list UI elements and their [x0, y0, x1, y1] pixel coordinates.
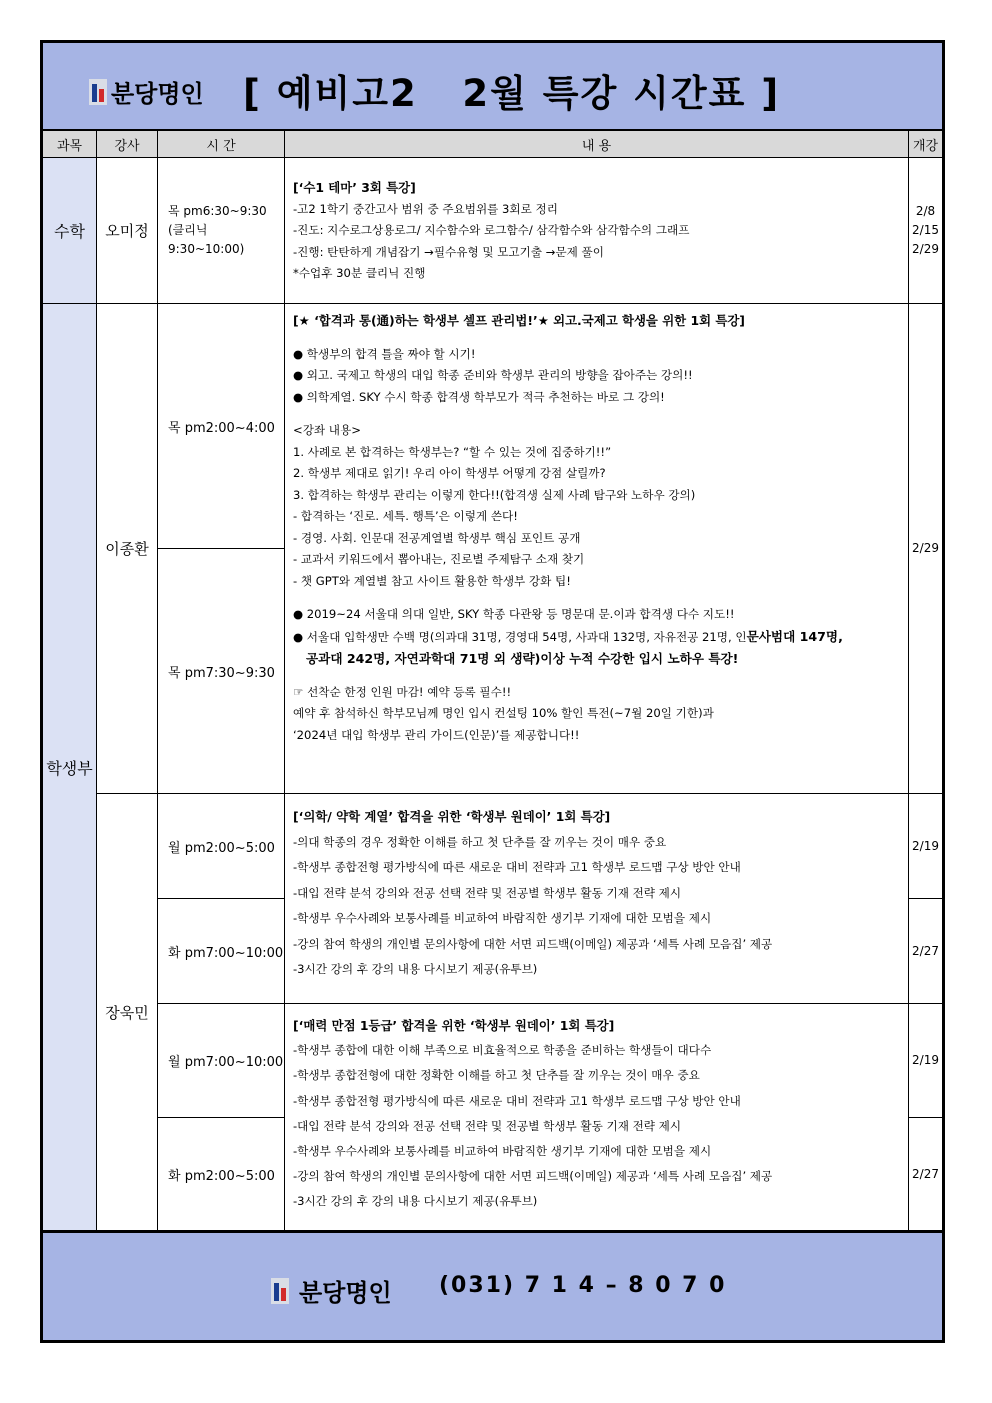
- course-line: -학생부 종합전형 평가방식에 따른 새로운 대비 전략과 고1 학생부 로드맵 구상 방안 안내: [293, 1093, 741, 1108]
- page-header: [43, 43, 942, 131]
- class-time: 화 pm2:00~5:00: [158, 1118, 285, 1231]
- course-description: [285, 794, 909, 1004]
- course-line: 공과대 242명, 자연과학대 71명 외 생략)이상 누적 수강한 입시 노하우 특강!: [306, 651, 739, 666]
- brand-logo: [89, 74, 204, 109]
- start-date: 2/27: [909, 1118, 942, 1231]
- brand-name: 분당명인: [111, 80, 204, 108]
- course-line: *수업후 30분 클리닉 진행: [293, 266, 426, 280]
- course-title: [‘수1 테마’ 3회 특강]: [293, 180, 416, 195]
- course-line: 1. 사례로 본 합격하는 학생부는? “할 수 있는 것에 집중하기!!”: [293, 444, 612, 459]
- course-line: ● 2019~24 서울대 의대 일반, SKY 학종 다관왕 등 명문대 문.이과 합격생 다수 지도!!: [293, 607, 735, 621]
- page-title: [ 예비고2 2월 특강 시간표 ]: [243, 72, 781, 115]
- course-title: [‘매력 만점 1등급’ 합격을 위한 ‘학생부 원데이’ 1회 특강]: [293, 1018, 615, 1033]
- course-line: -학생부 종합전형에 대한 정확한 이해를 하고 첫 단추를 잘 끼우는 것이 매우 중요: [293, 1068, 700, 1083]
- course-line: -강의 참여 학생의 개인별 문의사항에 대한 서면 피드백(이메일) 제공과 ‘세특 사례 모음집’ 제공: [293, 936, 773, 951]
- course-line: -강의 참여 학생의 개인별 문의사항에 대한 서면 피드백(이메일) 제공과 ‘세특 사례 모음집’ 제공: [293, 1169, 773, 1184]
- start-date: 2/8: [915, 204, 936, 218]
- course-description: [285, 158, 909, 304]
- start-dates: [909, 158, 942, 304]
- page-footer: [43, 1231, 942, 1340]
- course-line: -진도: 지수로그상용로그/ 지수함수와 로그함수/ 삼각함수와 삼각함수의 그래프: [293, 223, 690, 237]
- course-line: -고2 1학기 중간고사 범위 중 주요범위를 3회로 정리: [293, 201, 558, 216]
- column-header-content: 내 용: [285, 131, 909, 158]
- course-line: 3. 합격하는 학생부 관리는 이렇게 한다!!(합격생 실제 사례 탐구와 노하우 강의): [293, 487, 696, 502]
- course-line: 2. 학생부 제대로 읽기! 우리 아이 학생부 어떻게 강점 살릴까?: [293, 466, 606, 480]
- column-header-teacher: 강사: [97, 131, 158, 158]
- course-line: -학생부 우수사례와 보통사례를 비교하여 바람직한 생기부 기재에 대한 모범을 제시: [293, 911, 712, 925]
- class-time: 목 pm2:00~4:00: [158, 304, 285, 549]
- course-line: 예약 후 참석하신 학부모님께 명인 입시 컨설팅 10% 할인 특전(~7월 20일 기한)과: [293, 706, 714, 720]
- brand-logo-icon: [89, 79, 107, 105]
- start-date: 2/15: [912, 223, 939, 237]
- course-line: - 합격하는 ‘진로. 세특. 행특’은 이렇게 쓴다!: [293, 509, 518, 523]
- start-date: 2/29: [912, 242, 939, 256]
- start-date: 2/19: [909, 794, 942, 899]
- class-time-main: 목 pm6:30~9:30: [168, 204, 267, 218]
- course-line: ● 학생부의 합격 틀을 짜야 할 시기!: [293, 346, 476, 361]
- course-title: [‘의학/ 약학 계열’ 합격을 위한 ‘학생부 원데이’ 1회 특강]: [293, 809, 611, 824]
- course-line: -학생부 종합전형 평가방식에 따른 새로운 대비 전략과 고1 학생부 로드맵 구상 방안 안내: [293, 860, 741, 874]
- course-line: ☞ 선착순 한정 인원 마감! 예약 등록 필수!!: [293, 684, 512, 699]
- class-time: [158, 158, 285, 304]
- course-line: ● 서울대 입학생만 수백 명(의과대 31명, 경영대 54명, 사과대 132명, 자유전공 21명, 인문사범대 147명,: [293, 628, 843, 644]
- teacher-name: 오미정: [97, 158, 158, 304]
- start-date: 2/19: [909, 1004, 942, 1118]
- course-subheading: <강좌 내용>: [293, 423, 361, 437]
- brand-logo-icon: [271, 1278, 289, 1304]
- course-line: ● 의학계열. SKY 수시 학종 합격생 학부모가 적극 추천하는 바로 그 강의!: [293, 389, 665, 404]
- course-line: -학생부 우수사례와 보통사례를 비교하여 바람직한 생기부 기재에 대한 모범을 제시: [293, 1144, 712, 1159]
- class-time-clinic: (클리닉 9:30~10:00): [168, 223, 245, 256]
- course-description: [285, 1004, 909, 1231]
- class-time: 화 pm7:00~10:00: [158, 899, 285, 1004]
- column-header-subject: 과목: [43, 131, 97, 158]
- course-line: - 교과서 키워드에서 뽑아내는, 진로별 주제탐구 소재 찾기: [293, 552, 585, 566]
- start-date: 2/27: [909, 899, 942, 1004]
- course-title: [★ ‘합격과 통(通)하는 학생부 셀프 관리법!’★ 외고.국제고 학생을 위한 1회 특강]: [293, 313, 745, 328]
- class-time: 월 pm7:00~10:00: [158, 1004, 285, 1118]
- brand-name: 분당명인: [299, 1279, 392, 1307]
- course-line: -의대 학종의 경우 정확한 이해를 하고 첫 단추를 잘 끼우는 것이 매우 중요: [293, 834, 667, 849]
- class-time: 목 pm7:30~9:30: [158, 549, 285, 794]
- phone-number: (031) 7 1 4 – 8 0 7 0: [439, 1273, 727, 1298]
- teacher-name: 이종환: [97, 304, 158, 794]
- subject-record: 학생부: [43, 304, 97, 1231]
- course-line: -대입 전략 분석 강의와 전공 선택 전략 및 전공별 학생부 활동 기재 전략 제시: [293, 1118, 682, 1133]
- course-line: ‘2024년 대입 학생부 관리 가이드(인문)’를 제공합니다!!: [293, 727, 580, 742]
- column-header-time: 시 간: [158, 131, 285, 158]
- course-description: [285, 304, 909, 794]
- course-line: ● 외고. 국제고 학생의 대입 학종 준비와 학생부 관리의 방향을 잡아주는 강의!!: [293, 368, 693, 382]
- subject-math: 수학: [43, 158, 97, 304]
- start-date: 2/29: [909, 304, 942, 794]
- class-time: 월 pm2:00~5:00: [158, 794, 285, 899]
- course-line: -학생부 종합에 대한 이해 부족으로 비효율적으로 학종을 준비하는 학생들이 대다수: [293, 1043, 712, 1058]
- course-line: - 경영. 사회. 인문대 전공계열별 학생부 핵심 포인트 공개: [293, 530, 581, 545]
- course-line: -진행: 탄탄하게 개념잡기 →필수유형 및 모고기출 →문제 풀이: [293, 244, 604, 259]
- course-line: - 챗 GPT와 계열별 참고 사이트 활용한 학생부 강화 팁!: [293, 573, 571, 588]
- course-line: -3시간 강의 후 강의 내용 다시보기 제공(유투브): [293, 962, 538, 976]
- schedule-sheet: [40, 40, 945, 1343]
- column-header-start: 개강: [909, 131, 942, 158]
- course-line: -3시간 강의 후 강의 내용 다시보기 제공(유투브): [293, 1194, 538, 1209]
- brand-logo: [271, 1273, 392, 1308]
- teacher-name: 장욱민: [97, 794, 158, 1231]
- course-line: -대입 전략 분석 강의와 전공 선택 전략 및 전공별 학생부 활동 기재 전략 제시: [293, 885, 682, 900]
